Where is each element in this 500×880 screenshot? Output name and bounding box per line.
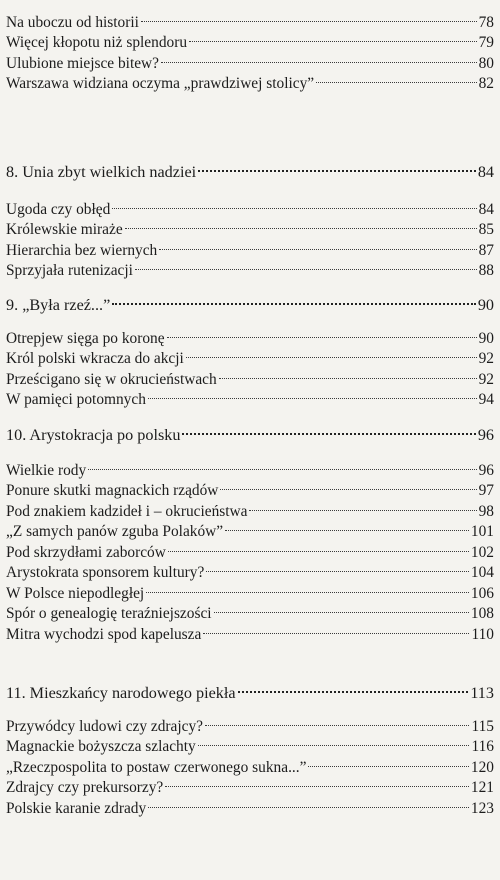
toc-entry-page: 85 (478, 221, 494, 238)
toc-entry (6, 322, 494, 347)
chapter-heading (6, 418, 494, 444)
toc-entry-page: 96 (478, 461, 494, 479)
chapter-title: 9. „Była rzeź...” (6, 296, 111, 314)
toc-continued-section (6, 6, 494, 92)
dot-leader (308, 751, 468, 772)
dot-leader (206, 557, 469, 578)
dot-leader (189, 27, 477, 48)
chapter-title: 8. Unia zbyt wielkich nadziei (6, 163, 197, 181)
dot-leader (249, 495, 476, 516)
toc-entry-page: 79 (478, 34, 494, 51)
chapter-9-section (6, 288, 494, 318)
toc-entry-title: Zdrajcy czy prekursorzy? (6, 779, 164, 796)
toc-entry-page: 88 (478, 262, 494, 279)
dot-leader (220, 475, 476, 496)
toc-entry-page: 90 (478, 329, 494, 347)
dot-leader (203, 618, 469, 639)
chapter-11-entries (6, 710, 494, 817)
toc-entry-page: 110 (471, 625, 494, 643)
toc-entry-title: Arystokrata sponsorem kultury? (6, 564, 205, 581)
toc-entry (6, 193, 494, 218)
dot-leader (167, 322, 477, 343)
chapter-title: 10. Arystokracja po polsku (6, 426, 181, 444)
dot-leader (135, 255, 477, 276)
toc-entry-title: Mitra wychodzi spod kapelusza (6, 625, 202, 643)
chapter-11-section (6, 676, 494, 706)
toc-entry-page: 84 (478, 200, 494, 218)
chapter-8-section (6, 155, 494, 185)
chapter-page: 84 (477, 163, 494, 181)
toc-entry-page: 116 (471, 738, 494, 755)
chapter-9-entries (6, 322, 494, 408)
toc-entry-page: 82 (478, 75, 494, 92)
toc-entry-page: 94 (478, 391, 494, 408)
dot-leader (146, 577, 469, 598)
dot-leader (219, 363, 477, 384)
toc-entry-page: 104 (470, 564, 494, 581)
toc-entry-title: Prześcigano się w okrucieństwach (6, 370, 217, 388)
chapter-10-entries (6, 454, 494, 643)
chapter-heading (6, 676, 494, 702)
toc-entry-title: Polskie karanie zdrady (6, 799, 147, 817)
toc-entry-page: 92 (478, 370, 494, 388)
chapter-page: 113 (470, 684, 494, 702)
toc-entry-title: Więcej kłopotu niż splendoru (6, 34, 188, 51)
toc-entry-page: 87 (478, 241, 494, 259)
dot-leader (165, 772, 469, 793)
dot-leader (159, 234, 476, 255)
toc-entry-title: Pod znakiem kadzideł i – okrucieństwa (6, 502, 248, 520)
toc-entry-title: „Rzeczpospolita to postaw czerwonego sukna...” (6, 758, 307, 776)
dot-leader (125, 214, 477, 235)
toc-entry-title: Pod skrzydłami zaborców (6, 543, 166, 561)
dot-leader (238, 676, 469, 698)
toc-entry-page: 92 (478, 350, 494, 367)
toc-entry-page: 123 (470, 799, 494, 817)
chapter-heading (6, 288, 494, 314)
toc-entry-page: 97 (478, 482, 494, 499)
dot-leader (205, 710, 469, 731)
toc-entry-title: Król polski wkracza do akcji (6, 350, 184, 367)
toc-entry-title: Ugoda czy obłęd (6, 200, 111, 218)
chapter-10-section (6, 418, 494, 448)
dot-leader (214, 598, 469, 619)
toc-entry-title: W Polsce niepodległej (6, 584, 145, 602)
toc-entry-title: Wielkie rody (6, 461, 87, 479)
toc-entry-title: Na uboczu od historii (6, 13, 139, 31)
toc-entry-title: Sprzyjała rutenizacji (6, 262, 133, 279)
toc-entry-page: 108 (470, 605, 494, 622)
toc-entry-page: 78 (478, 13, 494, 31)
chapter-8-entries (6, 193, 494, 279)
toc-entry-title: Magnackie bożyszcza szlachty (6, 738, 196, 755)
chapter-heading (6, 155, 494, 181)
dot-leader (88, 454, 476, 475)
toc-entry-page: 120 (470, 758, 494, 776)
toc-entry-title: Przywódcy ludowi czy zdrajcy? (6, 717, 204, 735)
dot-leader (182, 418, 475, 440)
dot-leader (225, 516, 469, 537)
toc-entry-page: 101 (470, 523, 494, 540)
chapter-page: 96 (477, 426, 494, 444)
toc-entry-title: Ponure skutki magnackich rządów (6, 482, 219, 499)
dot-leader (141, 6, 477, 27)
toc-entry-page: 121 (470, 779, 494, 796)
dot-leader (198, 155, 476, 177)
toc-entry-title: Hierarchia bez wiernych (6, 241, 158, 259)
toc-entry-title: Królewskie miraże (6, 221, 123, 238)
toc-entry-page: 98 (478, 502, 494, 520)
dot-leader (168, 536, 469, 557)
toc-entry-title: Ulubione miejsce bitew? (6, 54, 160, 72)
toc-entry-title: W pamięci potomnych (6, 391, 146, 408)
dot-leader (148, 792, 469, 813)
dot-leader (112, 288, 476, 310)
dot-leader (316, 68, 476, 89)
toc-entry-page: 106 (470, 584, 494, 602)
chapter-page: 90 (477, 296, 494, 314)
dot-leader (186, 343, 477, 364)
toc-entry-title: Warszawa widziana oczyma „prawdziwej stolicy” (6, 75, 315, 92)
toc-entry-title: „Z samych panów zguba Polaków” (6, 523, 224, 540)
dot-leader (112, 193, 476, 214)
toc-entry (6, 6, 494, 31)
chapter-title: 11. Mieszkańcy narodowego piekła (6, 684, 236, 702)
toc-entry (6, 454, 494, 479)
dot-leader (161, 47, 477, 68)
toc-entry-title: Otrepjew sięga po koronę (6, 329, 165, 347)
dot-leader (198, 731, 470, 752)
toc-entry-page: 102 (470, 543, 494, 561)
toc-entry-page: 115 (471, 717, 494, 735)
toc-entry-title: Spór o genealogię teraźniejszości (6, 605, 212, 622)
toc-entry-page: 80 (478, 54, 494, 72)
dot-leader (148, 384, 477, 405)
toc-entry (6, 710, 494, 735)
